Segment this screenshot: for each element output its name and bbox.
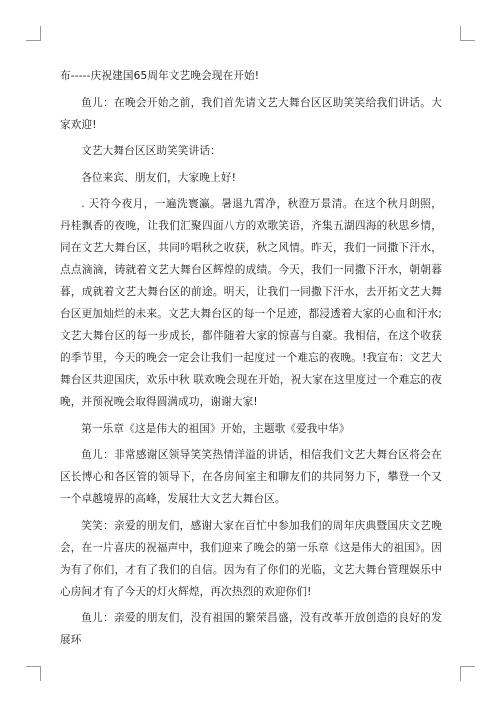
paragraph-host-intro: 鱼儿：在晚会开始之前，我们首先请文艺大舞台区区助笑笑给我们讲话。大家欢迎! xyxy=(60,96,442,131)
crop-mark-top-left xyxy=(26,26,41,41)
paragraph-host-continue: 鱼儿：亲爱的朋友们，没有祖国的繁荣昌盛，没有改革开放创造的良好的发展环 xyxy=(60,612,442,646)
paragraph-speech-body: . 天符今夜月，一遍洗寰瀛。暑退九霄净，秋澄万景清。在这个秋月朗照，丹桂飘香的夜晚，让我们汇聚四面八方的欢歌笑语，齐集五湖四海的秋思乡情，同在文艺大舞台区，共同吟唱秋之收获，秋之风情。昨天，我们一同撒下汗水，点点滴滴，铸就着文艺大舞台区辉煌的成绩。今天，我们一同撒下汗水，朝朝暮暮，成就着文艺大舞台区的前途。明天，让我们一同撒下汗水，去开拓文艺大舞台区更加灿烂的未来。文艺大舞台区的每一个足迹，都浸透着大家的心血和汗水;文艺大舞台区的每一步成长，都伴随着大家的惊喜与自豪。我相信，在这个收获的季节里，今天的晚会一定会让我们一起度过一个难忘的夜晚。!我宣布：文艺大舞台区共迎国庆，欢乐中秋 联欢晚会现在开始，祝大家在这里度过一个难忘的夜晚，并预祝晚会取得圆满成功，谢谢大家! xyxy=(60,198,442,408)
paragraph-speech-heading: 文艺大舞台区区助笑笑讲话： xyxy=(81,145,221,157)
paragraph-movement-one: 第一乐章《这是伟大的祖国》开始，主题歌《爱我中华》 xyxy=(81,422,350,435)
crop-mark-top-right xyxy=(460,26,475,41)
crop-mark-bottom-right xyxy=(460,666,475,681)
document-body xyxy=(60,65,442,656)
paragraph-host-thanks: 鱼儿：非常感谢区领导笑笑热情洋溢的讲话，相信我们文艺大舞台区将会在区长博心和各区管的领导下，在各房间室主和聊友们的共同努力下，攀登一个又一个卓越境界的高峰，发展壮大文艺大舞台区。 xyxy=(60,449,442,505)
paragraph-xiaoxiao-welcome: 笑笑：亲爱的朋友们，感谢大家在百忙中参加我们的周年庆典暨国庆文艺晚会，在一片喜庆的祝福声中，我们迎来了晚会的第一乐章《这是伟大的祖国》。因为有了你们，才有了我们的自信。因为有了你们的光临，文艺大舞台管理娱乐中心房间才有了今天的灯火辉煌，再次热烈的欢迎你们! xyxy=(60,519,442,598)
crop-mark-bottom-left xyxy=(26,666,41,681)
paragraph-opening-announcement: 布-----庆祝建国65周年文艺晚会现在开始! xyxy=(60,70,260,82)
paragraph-greeting: 各位来宾、朋友们，大家晚上好! xyxy=(81,171,236,184)
